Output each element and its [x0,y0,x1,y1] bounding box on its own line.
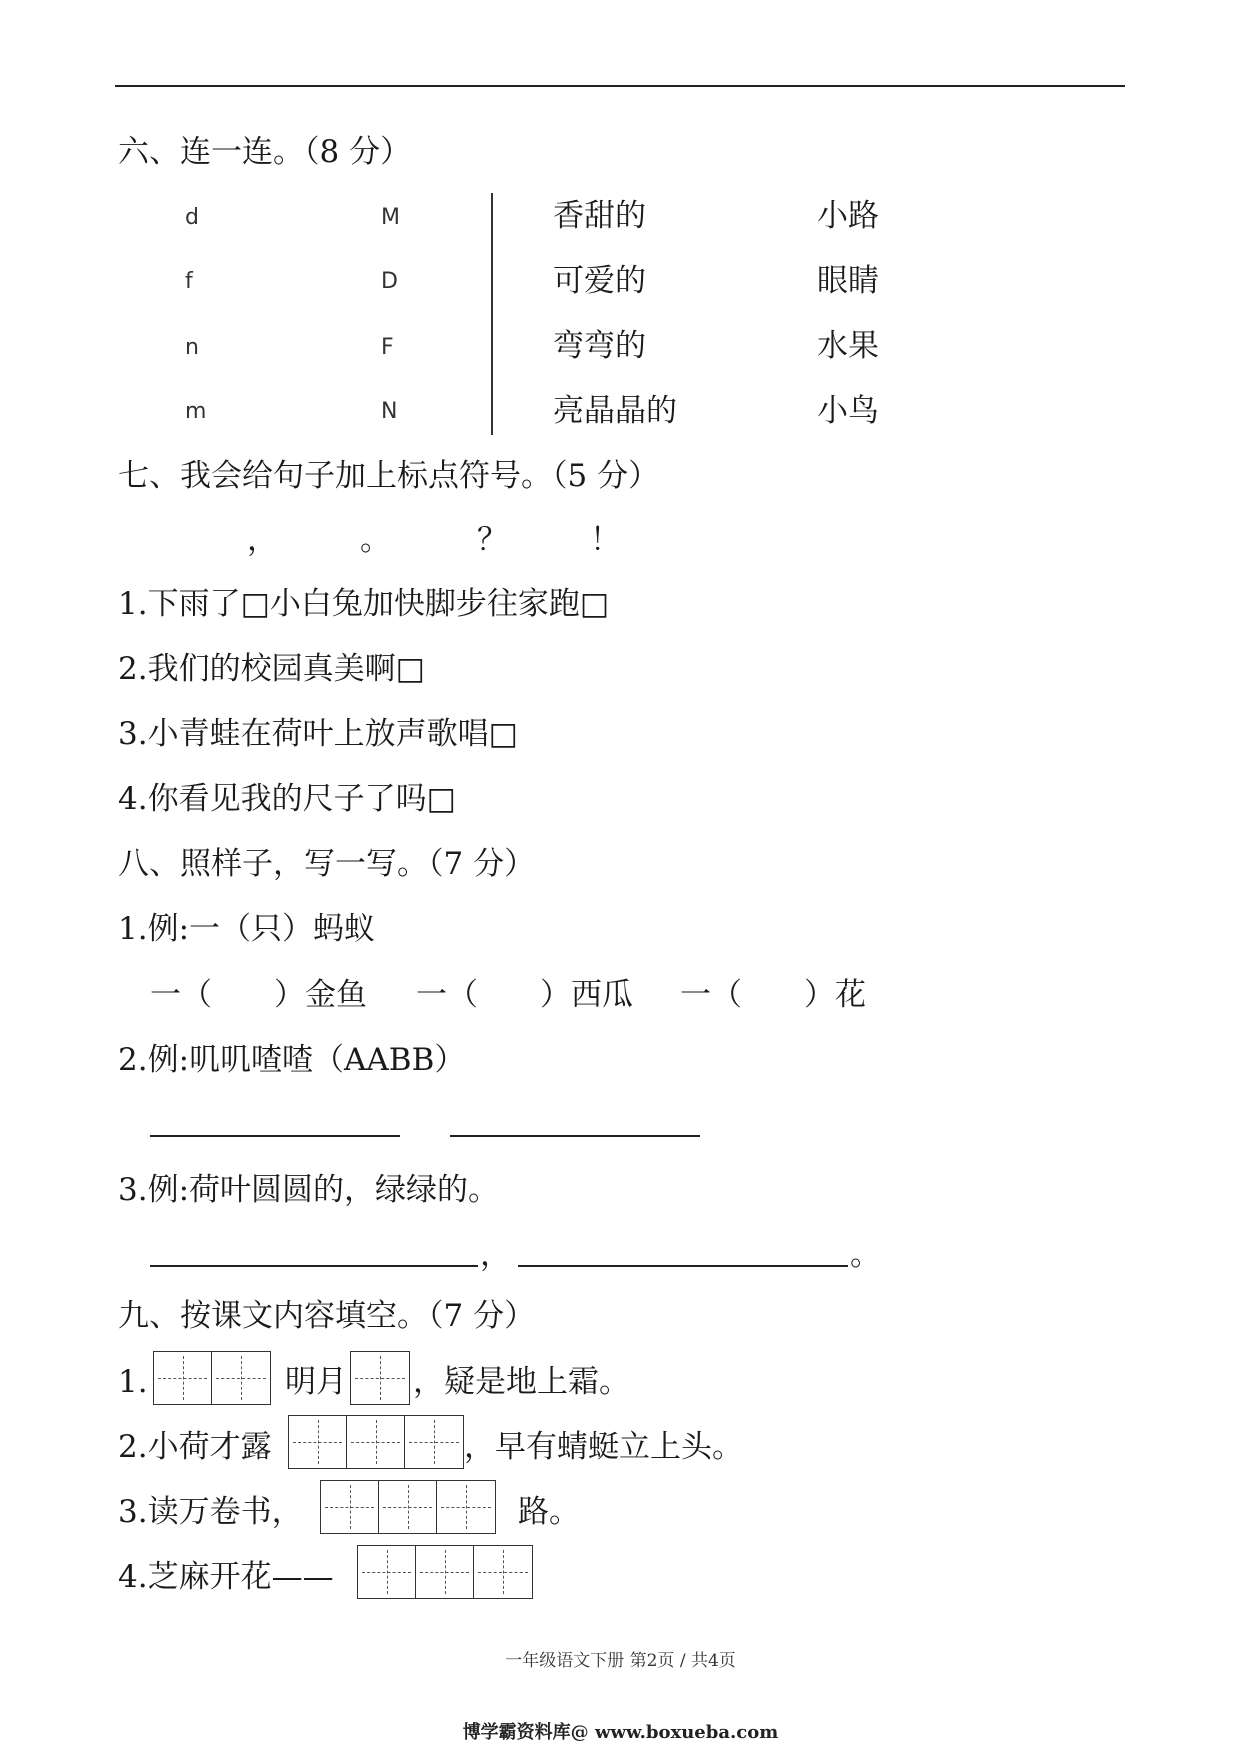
section-7-heading: 七、我会给句子加上标点符号。（5 分） [118,458,660,494]
question-1-mid: 明月 [285,1364,347,1400]
noun-item: 眼睛 [817,263,879,299]
measure-word-item: 一（ ）金鱼 [150,977,367,1013]
comma-mark: ， [480,1237,511,1273]
punctuation-mark: ？ [477,522,508,558]
adjective-item: 亮晶晶的 [553,393,677,429]
tian-grid-cell[interactable] [358,1546,416,1598]
adjective-item: 香甜的 [553,198,646,234]
question-4-start: 4.芝麻开花—— [118,1559,334,1595]
measure-word-item: 一（ ）西瓜 [416,977,633,1013]
punctuation-mark: ！ [590,522,621,558]
tian-grid-cell[interactable] [437,1481,495,1533]
letter-upper: M [381,205,400,230]
example-2: 2.例:叽叽喳喳（AABB） [118,1042,466,1078]
tian-grid-cell[interactable] [154,1352,212,1404]
tian-grid-cell[interactable] [379,1481,437,1533]
answer-blank[interactable] [150,1265,478,1267]
tian-grid-cell[interactable] [351,1352,409,1404]
tian-grid-cell[interactable] [289,1416,347,1468]
adjective-item: 弯弯的 [553,328,646,364]
punctuation-mark: 。 [360,522,391,558]
sentence-1: 1.下雨了□小白兔加快脚步往家跑□ [118,586,610,622]
tian-grid-boxes[interactable] [350,1351,410,1405]
example-3: 3.例:荷叶圆圆的，绿绿的。 [118,1172,500,1208]
tian-grid-cell[interactable] [405,1416,463,1468]
tian-grid-boxes[interactable] [153,1351,271,1405]
letter-lower: n [185,335,199,360]
question-2-start: 2.小荷才露 [118,1429,272,1465]
answer-blank[interactable] [450,1135,700,1137]
section-6-heading: 六、连一连。（8 分） [118,134,412,170]
sentence-3: 3.小青蛙在荷叶上放声歌唱□ [118,716,518,752]
tian-grid-cell[interactable] [321,1481,379,1533]
example-1: 1.例:一（只）蚂蚁 [118,911,376,947]
tian-grid-cell[interactable] [347,1416,405,1468]
tian-grid-cell[interactable] [416,1546,474,1598]
letter-lower: f [185,269,193,294]
measure-word-item: 一（ ）花 [680,977,866,1013]
sentence-4: 4.你看见我的尺子了吗□ [118,781,456,817]
sentence-2: 2.我们的校园真美啊□ [118,651,425,687]
letter-upper: D [381,269,398,294]
answer-blank[interactable] [518,1265,848,1267]
adjective-item: 可爱的 [553,263,646,299]
tian-grid-boxes[interactable] [320,1480,496,1534]
question-2-end: ，早有蜻蜓立上头。 [464,1429,743,1465]
section-8-heading: 八、照样子，写一写。（7 分） [118,846,536,882]
period-mark: 。 [850,1237,881,1273]
tian-grid-cell[interactable] [212,1352,270,1404]
letter-upper: N [381,399,398,424]
noun-item: 水果 [817,328,879,364]
noun-item: 小鸟 [817,393,879,429]
punctuation-mark: ， [247,522,278,558]
question-3-end: 路。 [518,1494,580,1530]
question-1-number: 1. [118,1364,148,1400]
tian-grid-boxes[interactable] [357,1545,533,1599]
tian-grid-cell[interactable] [474,1546,532,1598]
tian-grid-boxes[interactable] [288,1415,464,1469]
question-3-start: 3.读万卷书， [118,1494,303,1530]
top-rule [115,85,1125,87]
column-divider [491,193,493,435]
letter-lower: d [185,205,199,230]
section-9-heading: 九、按课文内容填空。（7 分） [118,1298,536,1334]
site-watermark: 博学霸资料库@ www.boxueba.com [462,1722,779,1743]
question-1-end: ，疑是地上霜。 [413,1364,630,1400]
answer-blank[interactable] [150,1135,400,1137]
noun-item: 小路 [817,198,879,234]
letter-upper: F [381,335,394,360]
page-footer: 一年级语文下册 第2页 / 共4页 [505,1651,736,1671]
letter-lower: m [185,399,207,424]
